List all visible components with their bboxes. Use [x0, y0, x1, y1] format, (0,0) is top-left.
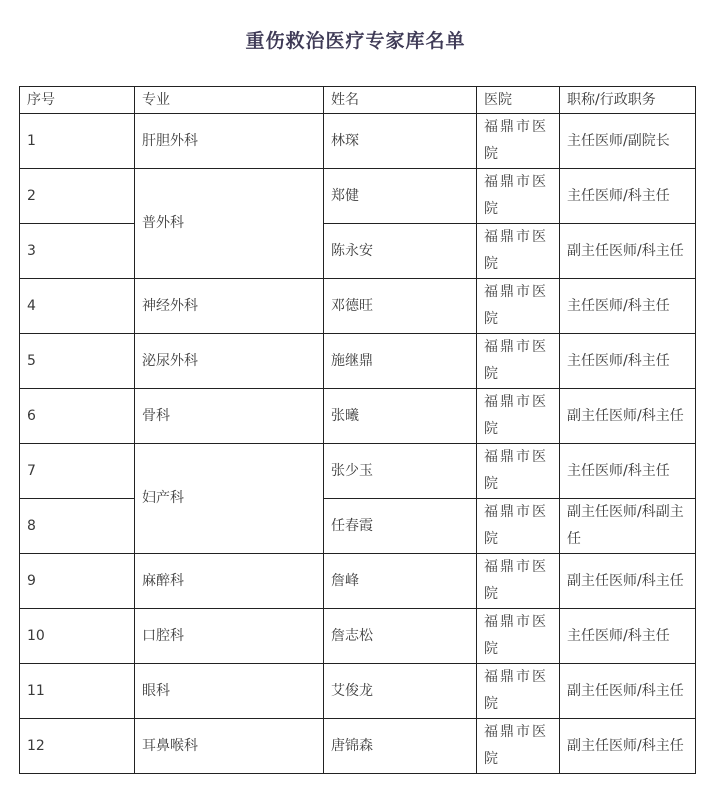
table-row [20, 114, 696, 169]
cell-specialty: 麻醉科 [135, 554, 324, 609]
cell-specialty: 普外科 [135, 169, 324, 279]
cell-position: 主任医师/科主任 [560, 444, 696, 499]
cell-position: 主任医师/科主任 [560, 279, 696, 334]
cell-specialty: 妇产科 [135, 444, 324, 554]
cell-no: 4 [20, 279, 135, 334]
cell-hospital: 福鼎市医院 [477, 169, 560, 224]
cell-no: 8 [20, 499, 135, 554]
cell-position: 主任医师/副院长 [560, 114, 696, 169]
header-specialty: 专业 [135, 87, 324, 114]
table-row [20, 554, 696, 609]
cell-name: 詹志松 [324, 609, 477, 664]
cell-name: 唐锦森 [324, 719, 477, 774]
header-hospital: 医院 [477, 87, 560, 114]
cell-position: 主任医师/科主任 [560, 334, 696, 389]
cell-no: 1 [20, 114, 135, 169]
cell-position: 副主任医师/科主任 [560, 224, 696, 279]
header-name: 姓名 [324, 87, 477, 114]
header-position: 职称/行政职务 [560, 87, 696, 114]
cell-hospital: 福鼎市医院 [477, 224, 560, 279]
cell-position: 副主任医师/科主任 [560, 554, 696, 609]
cell-name: 陈永安 [324, 224, 477, 279]
cell-specialty: 口腔科 [135, 609, 324, 664]
table-row [20, 719, 696, 774]
cell-no: 5 [20, 334, 135, 389]
cell-no: 3 [20, 224, 135, 279]
table-row [20, 499, 696, 554]
cell-hospital: 福鼎市医院 [477, 114, 560, 169]
table-row [20, 334, 696, 389]
cell-hospital: 福鼎市医院 [477, 499, 560, 554]
cell-no: 10 [20, 609, 135, 664]
cell-specialty: 耳鼻喉科 [135, 719, 324, 774]
cell-specialty: 肝胆外科 [135, 114, 324, 169]
cell-hospital: 福鼎市医院 [477, 334, 560, 389]
cell-specialty: 泌尿外科 [135, 334, 324, 389]
table-header-row [20, 87, 696, 114]
cell-name: 詹峰 [324, 554, 477, 609]
cell-hospital: 福鼎市医院 [477, 279, 560, 334]
cell-no: 12 [20, 719, 135, 774]
cell-hospital: 福鼎市医院 [477, 719, 560, 774]
cell-no: 6 [20, 389, 135, 444]
cell-hospital: 福鼎市医院 [477, 389, 560, 444]
cell-no: 7 [20, 444, 135, 499]
cell-no: 11 [20, 664, 135, 719]
cell-hospital: 福鼎市医院 [477, 664, 560, 719]
cell-name: 林琛 [324, 114, 477, 169]
table-row [20, 224, 696, 279]
cell-specialty: 神经外科 [135, 279, 324, 334]
cell-position: 主任医师/科主任 [560, 169, 696, 224]
cell-name: 艾俊龙 [324, 664, 477, 719]
header-no: 序号 [20, 87, 135, 114]
cell-position: 主任医师/科主任 [560, 609, 696, 664]
cell-no: 9 [20, 554, 135, 609]
cell-position: 副主任医师/科主任 [560, 664, 696, 719]
cell-hospital: 福鼎市医院 [477, 609, 560, 664]
cell-position: 副主任医师/科副主任 [560, 499, 696, 554]
cell-specialty: 眼科 [135, 664, 324, 719]
cell-name: 张少玉 [324, 444, 477, 499]
table-row [20, 609, 696, 664]
cell-specialty: 骨科 [135, 389, 324, 444]
cell-hospital: 福鼎市医院 [477, 554, 560, 609]
table-row [20, 664, 696, 719]
table-row [20, 389, 696, 444]
cell-no: 2 [20, 169, 135, 224]
cell-name: 任春霞 [324, 499, 477, 554]
expert-roster-table [19, 86, 696, 774]
cell-hospital: 福鼎市医院 [477, 444, 560, 499]
cell-name: 张曦 [324, 389, 477, 444]
table-row [20, 279, 696, 334]
table-row [20, 444, 696, 499]
cell-position: 副主任医师/科主任 [560, 389, 696, 444]
table-row [20, 169, 696, 224]
cell-name: 郑健 [324, 169, 477, 224]
document-title: 重伤救治医疗专家库名单 [245, 30, 466, 52]
cell-name: 邓德旺 [324, 279, 477, 334]
cell-name: 施继鼎 [324, 334, 477, 389]
cell-position: 副主任医师/科主任 [560, 719, 696, 774]
